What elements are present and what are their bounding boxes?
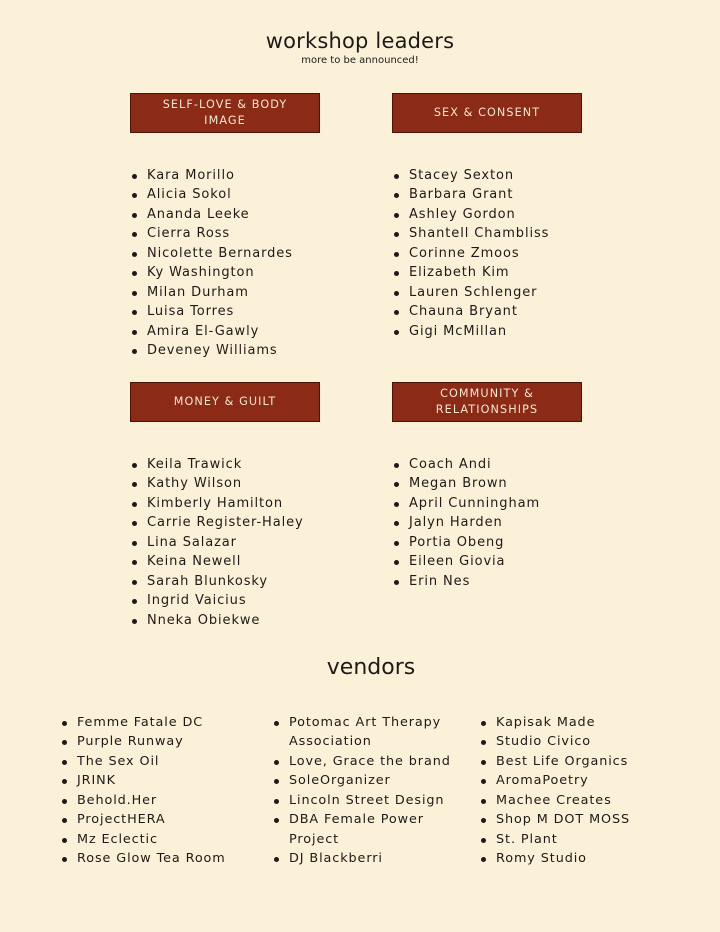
list-item: The Sex Oil (62, 752, 226, 771)
list-item: JRINK (62, 771, 226, 790)
list-item: Lina Salazar (132, 533, 304, 552)
category-self-love-body-image: SELF-LOVE & BODY IMAGE (130, 93, 320, 133)
list-item: Erin Nes (394, 572, 540, 591)
page-subtitle: more to be announced! (301, 55, 419, 66)
list-item: Shop M DOT MOSS (481, 810, 630, 829)
list-item: Ananda Leeke (132, 205, 293, 224)
page-title: workshop leaders (265, 29, 455, 53)
list-item: Best Life Organics (481, 752, 630, 771)
list-item: Studio Civico (481, 732, 630, 751)
list-item: Kara Morillo (132, 166, 293, 185)
category-community-relationships: COMMUNITY & RELATIONSHIPS (392, 382, 582, 422)
list-item: Barbara Grant (394, 185, 549, 204)
leader-list-sex-consent (394, 166, 549, 341)
list-item: Carrie Register-Haley (132, 513, 304, 532)
list-item: Behold.Her (62, 791, 226, 810)
leader-list-money-guilt (132, 455, 304, 630)
list-item: Machee Creates (481, 791, 630, 810)
list-item: Kimberly Hamilton (132, 494, 304, 513)
list-item: Kathy Wilson (132, 474, 304, 493)
list-item: Elizabeth Kim (394, 263, 549, 282)
list-item: Milan Durham (132, 283, 293, 302)
list-item: Ingrid Vaicius (132, 591, 304, 610)
list-item: Deveney Williams (132, 341, 293, 360)
list-item: Portia Obeng (394, 533, 540, 552)
list-item: Potomac Art Therapy Association (274, 713, 454, 752)
list-item: DJ Blackberri (274, 849, 454, 868)
list-item: Nicolette Bernardes (132, 244, 293, 263)
list-item: Stacey Sexton (394, 166, 549, 185)
list-item: Rose Glow Tea Room (62, 849, 226, 868)
list-item: Chauna Bryant (394, 302, 549, 321)
list-item: Ashley Gordon (394, 205, 549, 224)
category-money-guilt: MONEY & GUILT (130, 382, 320, 422)
vendor-list-col-2 (274, 713, 454, 869)
list-item: AromaPoetry (481, 771, 630, 790)
list-item: Ky Washington (132, 263, 293, 282)
list-item: Megan Brown (394, 474, 540, 493)
list-item: St. Plant (481, 830, 630, 849)
list-item: Cierra Ross (132, 224, 293, 243)
list-item: Nneka Obiekwe (132, 611, 304, 630)
vendor-list-col-3 (481, 713, 630, 869)
list-item: Kapisak Made (481, 713, 630, 732)
list-item: Gigi McMillan (394, 322, 549, 341)
list-item: Sarah Blunkosky (132, 572, 304, 591)
list-item: Lincoln Street Design (274, 791, 454, 810)
leader-list-community (394, 455, 540, 591)
leader-list-self-love (132, 166, 293, 360)
list-item: DBA Female Power Project (274, 810, 454, 849)
category-sex-consent: SEX & CONSENT (392, 93, 582, 133)
list-item: Luisa Torres (132, 302, 293, 321)
list-item: Jalyn Harden (394, 513, 540, 532)
list-item: Keina Newell (132, 552, 304, 571)
list-item: Romy Studio (481, 849, 630, 868)
list-item: April Cunningham (394, 494, 540, 513)
list-item: Eileen Giovia (394, 552, 540, 571)
list-item: Amira El-Gawly (132, 322, 293, 341)
list-item: Keila Trawick (132, 455, 304, 474)
list-item: Purple Runway (62, 732, 226, 751)
list-item: Mz Eclectic (62, 830, 226, 849)
list-item: Lauren Schlenger (394, 283, 549, 302)
list-item: Alicia Sokol (132, 185, 293, 204)
vendors-title: vendors (326, 655, 416, 680)
list-item: Shantell Chambliss (394, 224, 549, 243)
list-item: Femme Fatale DC (62, 713, 226, 732)
list-item: Corinne Zmoos (394, 244, 549, 263)
vendor-list-col-1 (62, 713, 226, 869)
list-item: SoleOrganizer (274, 771, 454, 790)
list-item: Love, Grace the brand (274, 752, 454, 771)
list-item: ProjectHERA (62, 810, 226, 829)
list-item: Coach Andi (394, 455, 540, 474)
